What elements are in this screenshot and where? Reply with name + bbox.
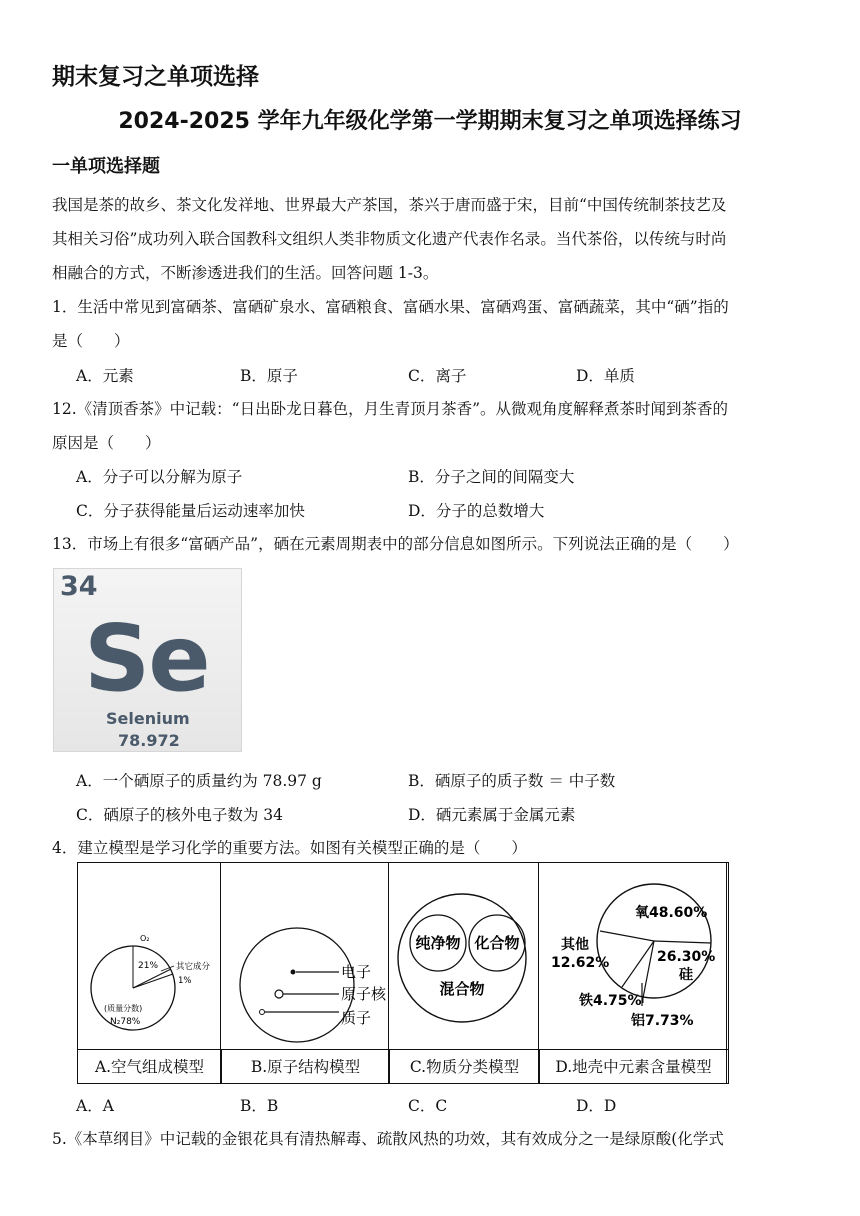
air-composition-diagram [78, 863, 220, 1049]
label-aluminum: 铝7.73% [631, 1013, 694, 1029]
q4-option-b: B．B [240, 1097, 279, 1115]
q1-option-b: B．原子 [240, 367, 298, 385]
label-oxygen: 氧48.60% [635, 905, 708, 921]
q13-option-a: A．一个硒原子的质量约为 78.97 g [76, 772, 322, 790]
element-symbol: Se [84, 605, 209, 712]
label-silicon: 硅 [679, 967, 693, 983]
element-name: Selenium [106, 709, 190, 728]
label-mass-fraction: (质量分数) [104, 1004, 143, 1013]
label-o2-pct: 21% [138, 961, 159, 971]
q1-option-d: D．单质 [576, 367, 635, 385]
label-electron: 电子 [341, 963, 372, 981]
label-other-pct: 1% [178, 976, 192, 986]
q13-option-b: B．硒原子的质子数 ＝ 中子数 [408, 772, 616, 790]
label-iron: 铁4.75% [579, 993, 642, 1009]
q12-option-a: A．分子可以分解为原子 [76, 468, 243, 486]
q1-option-a: A．元素 [76, 367, 134, 385]
caption-d: D.地壳中元素含量模型 [539, 1050, 727, 1084]
question-12 [52, 392, 812, 460]
q13-option-d: D．硒元素属于金属元素 [408, 806, 576, 824]
q4-option-a: A．A [76, 1097, 114, 1115]
caption-c: C.物质分类模型 [389, 1050, 539, 1084]
caption-a: A.空气组成模型 [94, 1058, 205, 1076]
section-heading: 一单项选择题 [52, 156, 160, 177]
label-nucleus: 原子核 [341, 985, 387, 1003]
q4-option-d: D．D [576, 1097, 617, 1115]
intro-paragraph [52, 188, 812, 290]
page-title: 期末复习之单项选择 [52, 64, 259, 90]
q1-option-c: C．离子 [408, 367, 467, 385]
q12-option-b: B．分子之间的间隔变大 [408, 468, 575, 486]
atomic-mass: 78.972 [118, 731, 180, 750]
label-proton: 质子 [341, 1009, 372, 1027]
caption-b: B.原子结构模型 [221, 1050, 389, 1084]
model-caption-row [78, 1049, 728, 1084]
q12-option-c: C．分子获得能量后运动速率加快 [76, 502, 305, 520]
label-o2: O₂ [140, 934, 150, 943]
label-other: 其它成分 [176, 962, 211, 972]
question-line: 1．生活中常见到富硒茶、富硒矿泉水、富硒粮食、富硒水果、富硒鸡蛋、富硒蔬菜，其中“硒”指的 [52, 298, 729, 316]
question-4: 4．建立模型是学习化学的重要方法。如图有关模型正确的是（ ） [52, 839, 527, 857]
label-pure: 纯净物 [415, 934, 461, 952]
label-silicon-pct: 26.30% [657, 949, 716, 965]
question-line: 是（ ） [52, 332, 130, 350]
atom-structure-diagram [221, 863, 388, 1049]
question-line: 原因是（ ） [52, 434, 161, 452]
q13-option-c: C．硒原子的核外电子数为 34 [76, 806, 284, 824]
label-other-pct: 12.62% [551, 955, 610, 971]
label-compound: 化合物 [474, 934, 520, 952]
question-1 [52, 290, 812, 358]
selenium-element-tile [53, 568, 242, 752]
question-5: 5.《本草纲目》中记载的金银花具有清热解毒、疏散风热的功效，其有效成分之一是绿原酸(化学式 [52, 1130, 724, 1148]
label-mixture: 混合物 [439, 980, 485, 998]
atomic-number: 34 [60, 571, 98, 602]
q4-option-c: C．C [408, 1097, 448, 1115]
intro-line: 我国是茶的故乡、茶文化发祥地、世界最大产茶国，茶兴于唐而盛于宋，目前“中国传统制茶技艺及 [52, 196, 727, 214]
substance-classification-diagram [389, 863, 538, 1049]
model-table [77, 862, 729, 1084]
intro-line: 其相关习俗”成功列入联合国教科文组织人类非物质文化遗产代表作名录。当代茶俗，以传统与时尚 [52, 230, 727, 248]
crust-element-pie-diagram [539, 863, 727, 1049]
label-n2: N₂78% [110, 1017, 141, 1027]
question-line: 12.《清顶香茶》中记载：“日出卧龙日暮色，月生青顶月茶香”。从微观角度解释煮茶时闻到茶香的 [52, 400, 729, 418]
intro-line: 相融合的方式，不断渗透进我们的生活。回答问题 1-3。 [52, 264, 439, 282]
question-13: 13．市场上有很多“富硒产品”，硒在元素周期表中的部分信息如图所示。下列说法正确的是（ ） [52, 535, 739, 553]
label-other: 其他 [561, 937, 589, 953]
page-subtitle: 2024-2025 学年九年级化学第一学期期末复习之单项选择练习 [118, 109, 742, 134]
q12-option-d: D．分子的总数增大 [408, 502, 545, 520]
